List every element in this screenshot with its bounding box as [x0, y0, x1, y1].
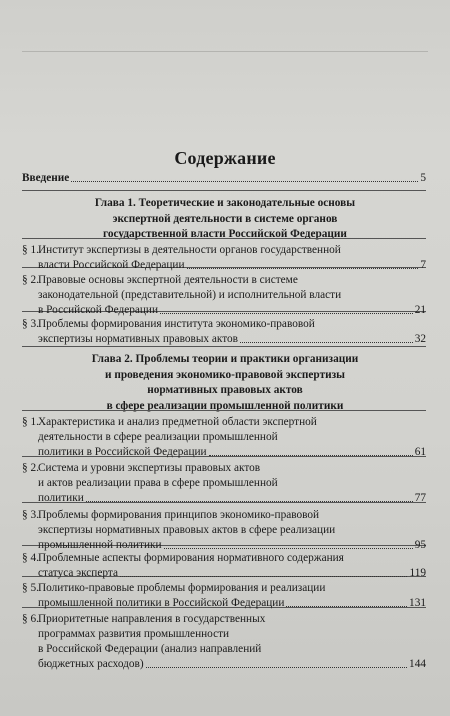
section-title-line — [38, 657, 426, 672]
separator-rule — [22, 410, 426, 411]
section-title-line: деятельности в сфере реализации промышленной — [38, 431, 278, 443]
section-title-line — [38, 258, 426, 273]
section-number: § 1. — [22, 244, 39, 256]
section-number: § 3. — [22, 509, 39, 521]
section-title-line: Институт экспертизы в деятельности органов государственной — [38, 244, 341, 256]
dot-leader — [160, 312, 413, 314]
ghost-rule — [22, 51, 428, 52]
section-title — [38, 415, 426, 460]
section-number: § 2. — [22, 274, 39, 286]
section-title-line: Проблемы формирования принципов экономико-правовой — [38, 509, 320, 521]
chapter-heading-line: государственной власти Российской Федерации — [103, 228, 347, 240]
section-title-line: Характеристика и анализ предметной области экспертной — [38, 416, 317, 428]
dot-leader — [286, 605, 407, 607]
chapter-heading-line: в сфере реализации промышленной политики — [106, 399, 344, 412]
page-number: 144 — [409, 658, 426, 670]
section-title-line: законодательной (представительной) и исполнительной власти — [38, 289, 342, 301]
dot-leader — [86, 500, 413, 502]
dot-leader — [71, 180, 418, 182]
section-title-text: политики в Российской Федерации — [38, 446, 207, 458]
section-title-line — [38, 596, 426, 611]
section-title-line — [38, 566, 426, 581]
chapter-heading-line: экспертной деятельности в системе органов — [112, 212, 338, 225]
chapter-heading-line: нормативных правовых актов — [147, 384, 303, 396]
page-number: 7 — [420, 259, 426, 271]
section-title-line: Правовые основы экспертной деятельности в системе — [38, 274, 298, 286]
section-title-line — [38, 445, 426, 460]
section-title — [38, 508, 426, 553]
dot-leader — [209, 454, 413, 456]
section-title-text: власти Российской Федерации — [38, 259, 185, 271]
dot-leader — [187, 267, 419, 269]
chapter1-heading — [40, 196, 410, 243]
section-title-text: политики — [38, 492, 84, 504]
section-number: § 1. — [22, 416, 39, 428]
section-title-text: статуса эксперта — [38, 567, 118, 579]
show-through-text — [0, 0, 450, 150]
section-title — [38, 551, 426, 581]
section-title-text: экспертизы нормативных правовых актов — [38, 333, 239, 345]
toc-section-entry — [22, 461, 426, 506]
page-number: 119 — [409, 567, 426, 579]
section-title-text: бюджетных расходов) — [38, 658, 144, 670]
page-number: 95 — [414, 539, 426, 551]
section-title — [38, 243, 426, 273]
section-title — [38, 461, 426, 506]
page-number: 5 — [420, 172, 426, 184]
dot-leader — [240, 341, 413, 343]
toc-section-entry — [22, 317, 426, 347]
section-number: § 4. — [22, 552, 39, 564]
toc-entry-intro — [22, 171, 426, 186]
section-title-line: и актов реализации права в сфере промышленной — [38, 477, 278, 489]
toc-section-entry — [22, 243, 426, 273]
page-number: 77 — [414, 492, 426, 504]
section-title-line: Политико-правовые проблемы формирования и реализации — [38, 582, 326, 594]
section-title — [38, 612, 426, 672]
separator-rule — [22, 190, 426, 191]
dot-leader — [120, 575, 408, 577]
toc-entry-label: Введение — [22, 172, 70, 184]
section-number: § 6. — [22, 613, 39, 625]
toc-section-entry — [22, 415, 426, 460]
section-number: § 2. — [22, 462, 39, 474]
section-title-text: в Российской Федерации — [38, 304, 159, 316]
toc-section-entry — [22, 612, 426, 672]
section-title-line: экспертизы нормативных правовых актов в сфере реализации — [38, 524, 336, 536]
section-title — [38, 273, 426, 318]
section-title-text: промышленной политики — [38, 539, 162, 551]
section-title-line — [38, 332, 426, 347]
section-number: § 3. — [22, 318, 39, 330]
chapter2-heading — [40, 352, 410, 414]
section-title-line: Проблемы формирования института экономико-правовой — [38, 318, 315, 330]
section-title-line — [38, 303, 426, 318]
section-title — [38, 317, 426, 347]
toc-section-entry — [22, 508, 426, 553]
dot-leader — [146, 666, 407, 668]
page-title: Содержание — [174, 148, 276, 168]
section-number: § 5. — [22, 582, 39, 594]
section-title-line: в Российской Федерации (анализ направлений — [38, 643, 262, 655]
separator-rule — [22, 238, 426, 239]
toc-section-entry — [22, 273, 426, 318]
chapter-heading-line: Глава 1. Теоретические и законодательные основы — [94, 197, 356, 209]
toc-section-entry — [22, 581, 426, 611]
section-title — [38, 581, 426, 611]
section-title-line: Проблемные аспекты формирования нормативного содержания — [38, 552, 344, 564]
section-title-text: промышленной политики в Российской Федерации — [38, 597, 285, 609]
page-number: 131 — [409, 597, 426, 609]
chapter-heading-line: Глава 2. Проблемы теории и практики организации — [91, 353, 359, 365]
section-title-line: Система и уровни экспертизы правовых актов — [38, 462, 261, 474]
toc-section-entry — [22, 551, 426, 581]
chapter-heading-line: и проведения экономико-правовой экспертизы — [105, 368, 345, 381]
section-title-line: Приоритетные направления в государственных — [38, 613, 266, 625]
page-number: 21 — [414, 304, 426, 316]
dot-leader — [164, 547, 413, 549]
section-title-line: программах развития промышленности — [38, 628, 230, 640]
section-title-line — [38, 491, 426, 506]
page-number: 32 — [414, 333, 426, 345]
page-number: 61 — [414, 446, 426, 458]
